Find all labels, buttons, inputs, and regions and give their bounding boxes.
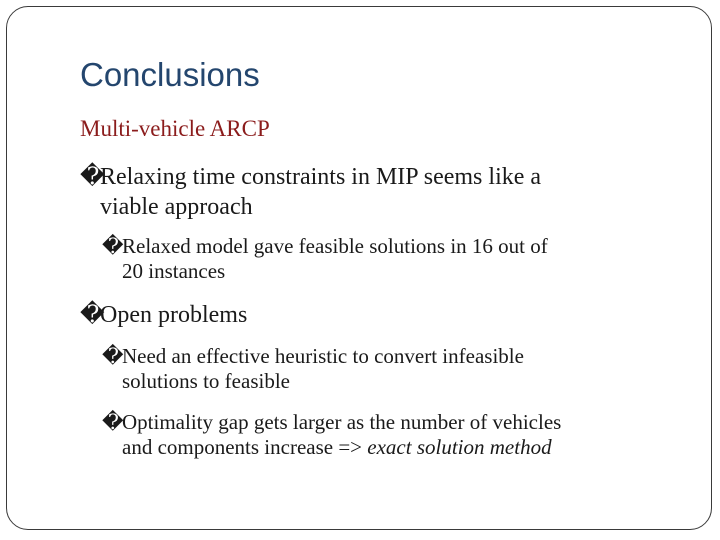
bullet-1 <box>80 162 541 222</box>
bullet-2 <box>80 300 247 330</box>
bullet-marker-icon: � <box>102 410 124 434</box>
bullet-marker-icon: � <box>102 234 124 258</box>
bullet-marker-icon: � <box>80 302 105 328</box>
bullet-1-1 <box>102 234 548 284</box>
bullet-2-2-line-2: and components increase => <box>122 435 368 459</box>
bullet-1-1-line-1: Relaxed model gave feasible solutions in 16 out of <box>122 234 548 258</box>
bullet-2-line-1: Open problems <box>100 302 248 328</box>
bullet-2-2 <box>102 410 561 460</box>
bullet-2-1-line-2: solutions to feasible <box>122 369 290 393</box>
bullet-2-1 <box>102 344 524 394</box>
emphasis-text: exact solution method <box>367 435 552 459</box>
bullet-1-line-2: viable approach <box>100 194 253 220</box>
bullet-marker-icon: � <box>80 164 105 190</box>
slide-subtitle: Multi-vehicle ARCP <box>80 116 270 141</box>
bullet-1-1-line-2: 20 instances <box>122 259 226 283</box>
bullet-2-2-line-1: Optimality gap gets larger as the number of vehicles <box>122 410 562 434</box>
slide-title: Conclusions <box>80 56 260 93</box>
bullet-1-line-1: Relaxing time constraints in MIP seems like a <box>100 164 542 190</box>
bullet-2-1-line-1: Need an effective heuristic to convert infeasible <box>122 344 524 368</box>
bullet-marker-icon: � <box>102 344 124 368</box>
